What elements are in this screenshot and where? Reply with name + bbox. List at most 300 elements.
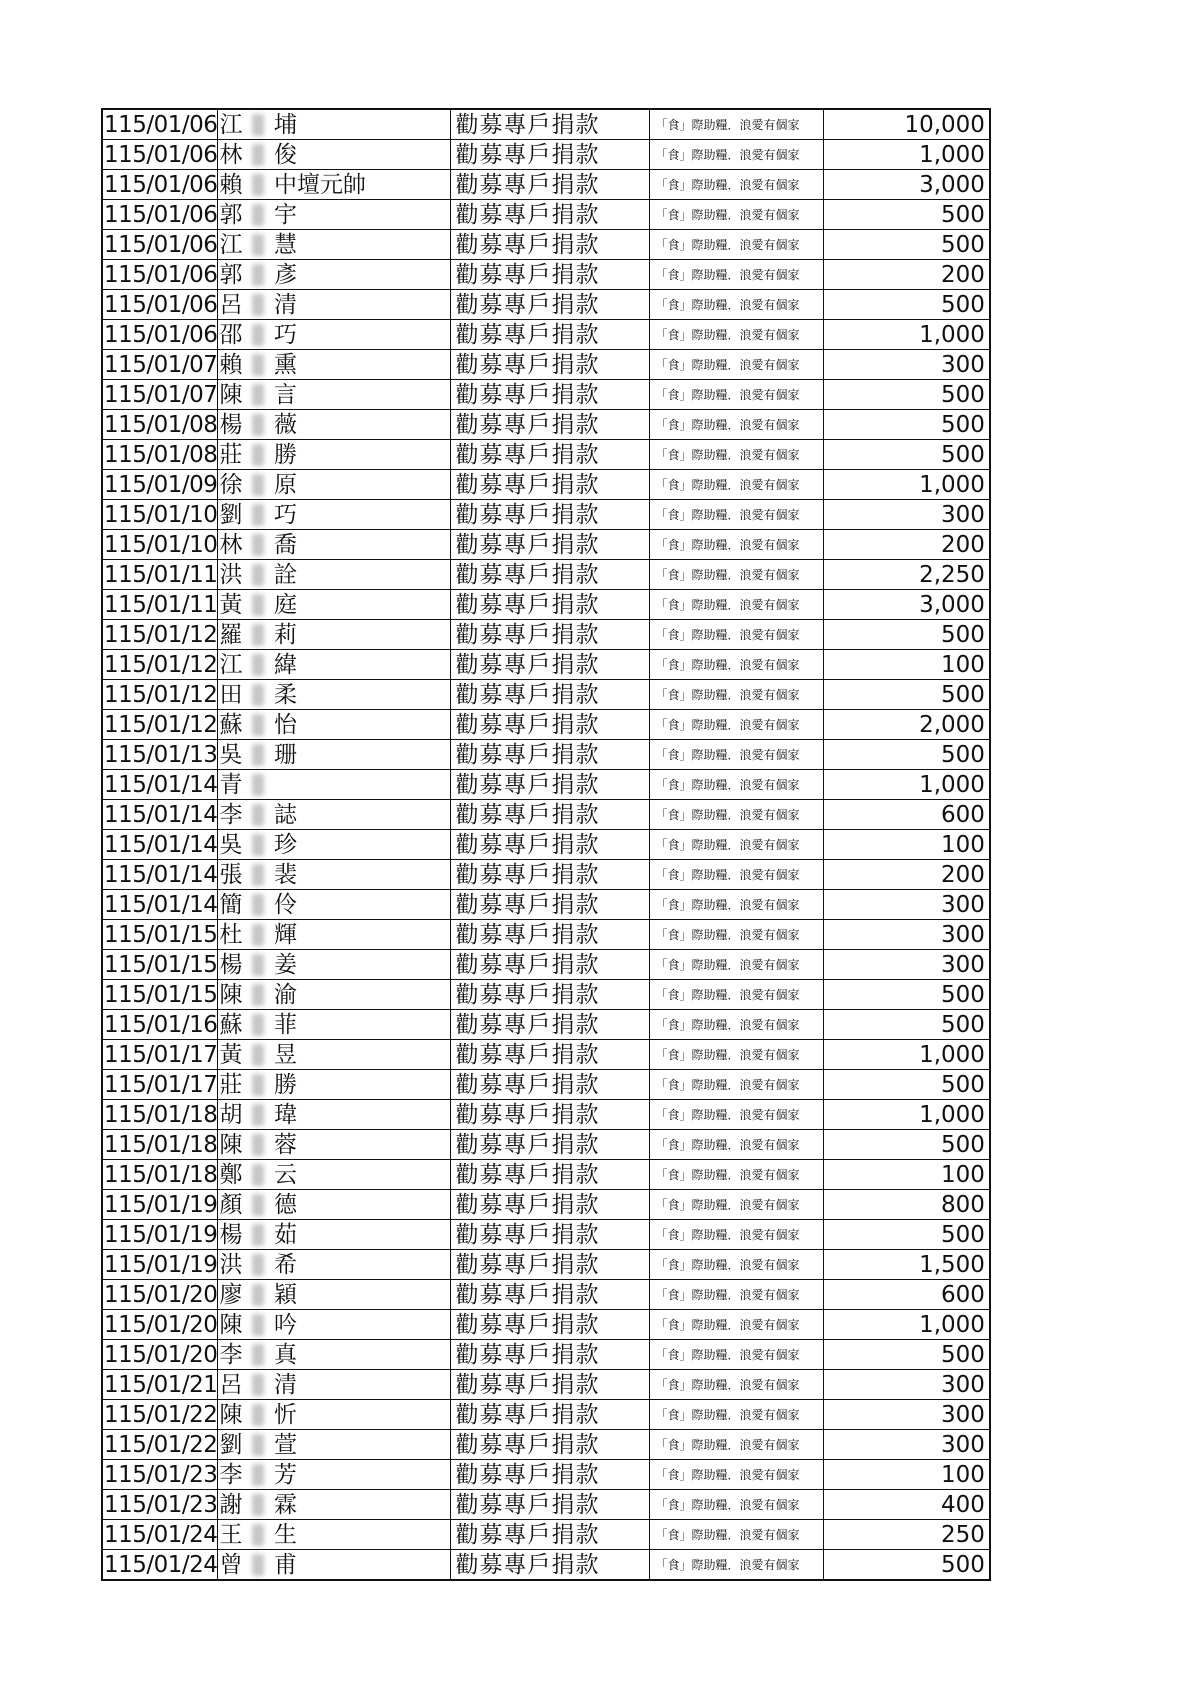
redaction-blur bbox=[252, 924, 264, 946]
donation-date-cell: 115/01/18 bbox=[104, 1131, 218, 1158]
donation-date-cell: 115/01/17 bbox=[104, 1071, 218, 1098]
donor-given-name-cell: 緯 bbox=[272, 650, 451, 680]
donor-given-name-cell: 伶 bbox=[272, 890, 451, 920]
donor-surname-cell: 賴 bbox=[218, 350, 245, 380]
donation-purpose-cell: 「食」際助糧．浪愛有個家 bbox=[650, 1340, 824, 1370]
donation-purpose-cell: 「食」際助糧．浪愛有個家 bbox=[650, 1190, 824, 1220]
redacted-name-cell bbox=[245, 920, 272, 950]
donor-surname-cell: 徐 bbox=[218, 470, 245, 500]
table-row bbox=[102, 650, 990, 680]
redacted-name-cell bbox=[245, 890, 272, 920]
donor-surname-cell: 洪 bbox=[218, 1250, 245, 1280]
donation-purpose-cell: 「食」際助糧．浪愛有個家 bbox=[650, 260, 824, 290]
redaction-blur bbox=[252, 714, 264, 736]
donor-given-name-cell: 彥 bbox=[272, 260, 451, 290]
donation-type-cell: 勸募專戶捐款 bbox=[451, 1010, 650, 1040]
donation-date-cell: 115/01/20 bbox=[104, 1311, 218, 1338]
donation-amount-cell: 1,500 bbox=[824, 1250, 990, 1280]
redaction-blur bbox=[252, 1104, 264, 1126]
donor-surname-cell: 呂 bbox=[218, 290, 245, 320]
donation-purpose-cell: 「食」際助糧．浪愛有個家 bbox=[650, 1550, 824, 1581]
donation-date-cell: 115/01/06 bbox=[104, 291, 218, 318]
donor-surname-cell: 陳 bbox=[218, 1130, 245, 1160]
donation-type-cell: 勸募專戶捐款 bbox=[451, 830, 650, 860]
donation-type-cell: 勸募專戶捐款 bbox=[451, 1400, 650, 1430]
donation-date-cell: 115/01/11 bbox=[104, 591, 218, 618]
donation-purpose-cell: 「食」際助糧．浪愛有個家 bbox=[650, 890, 824, 920]
redacted-name-cell bbox=[245, 1460, 272, 1490]
donor-surname-cell: 謝 bbox=[218, 1490, 245, 1520]
redacted-name-cell bbox=[245, 680, 272, 710]
donation-date-cell: 115/01/06 bbox=[102, 109, 218, 140]
redaction-blur bbox=[252, 984, 264, 1006]
donor-given-name-cell: 茹 bbox=[272, 1220, 451, 1250]
table-row bbox=[102, 320, 990, 350]
donation-amount-cell: 500 bbox=[824, 380, 990, 410]
donation-purpose-cell: 「食」際助糧．浪愛有個家 bbox=[650, 440, 824, 470]
donor-surname-cell: 林 bbox=[218, 140, 245, 170]
donation-purpose-cell: 「食」際助糧．浪愛有個家 bbox=[650, 1010, 824, 1040]
redacted-name-cell bbox=[245, 440, 272, 470]
redaction-blur bbox=[252, 144, 264, 166]
redaction-blur bbox=[252, 1194, 264, 1216]
donation-purpose-cell: 「食」際助糧．浪愛有個家 bbox=[650, 470, 824, 500]
redacted-name-cell bbox=[245, 950, 272, 980]
donation-date-cell: 115/01/24 bbox=[102, 1550, 218, 1581]
donor-surname-cell: 楊 bbox=[218, 410, 245, 440]
donor-surname-cell: 顏 bbox=[218, 1190, 245, 1220]
redacted-name-cell bbox=[245, 140, 272, 170]
donation-amount-cell: 500 bbox=[824, 1340, 990, 1370]
redacted-name-cell bbox=[245, 1400, 272, 1430]
table-row bbox=[102, 1220, 990, 1250]
donation-type-cell: 勸募專戶捐款 bbox=[451, 590, 650, 620]
donation-amount-cell: 1,000 bbox=[824, 1040, 990, 1070]
donation-ledger-table bbox=[101, 108, 991, 1581]
donor-surname-cell: 郭 bbox=[218, 200, 245, 230]
donation-amount-cell: 100 bbox=[824, 1160, 990, 1190]
redaction-blur bbox=[252, 774, 264, 796]
donation-date-cell: 115/01/15 bbox=[104, 981, 218, 1008]
donation-amount-cell: 300 bbox=[824, 350, 990, 380]
table-row bbox=[102, 1370, 990, 1400]
donation-type-cell: 勸募專戶捐款 bbox=[451, 860, 650, 890]
donor-given-name-cell: 詮 bbox=[272, 560, 451, 590]
donation-date-cell: 115/01/22 bbox=[104, 1431, 218, 1458]
redaction-blur bbox=[252, 804, 264, 826]
redaction-blur bbox=[252, 1374, 264, 1396]
donation-date-cell: 115/01/12 bbox=[104, 681, 218, 708]
donation-purpose-cell: 「食」際助糧．浪愛有個家 bbox=[650, 170, 824, 200]
donation-amount-cell: 300 bbox=[824, 500, 990, 530]
donation-type-cell: 勸募專戶捐款 bbox=[451, 440, 650, 470]
donor-given-name-cell: 清 bbox=[272, 290, 451, 320]
donation-type-cell: 勸募專戶捐款 bbox=[451, 1430, 650, 1460]
donation-purpose-cell: 「食」際助糧．浪愛有個家 bbox=[650, 770, 824, 800]
donor-given-name-cell bbox=[272, 770, 451, 800]
donation-purpose-cell: 「食」際助糧．浪愛有個家 bbox=[650, 800, 824, 830]
redaction-blur bbox=[252, 1284, 264, 1306]
donation-amount-cell: 500 bbox=[824, 980, 990, 1010]
donor-given-name-cell: 姜 bbox=[272, 950, 451, 980]
donation-purpose-cell: 「食」際助糧．浪愛有個家 bbox=[650, 860, 824, 890]
donation-type-cell: 勸募專戶捐款 bbox=[451, 680, 650, 710]
donation-type-cell: 勸募專戶捐款 bbox=[451, 290, 650, 320]
donation-ledger-body bbox=[102, 109, 990, 1580]
donation-type-cell: 勸募專戶捐款 bbox=[451, 890, 650, 920]
donation-type-cell: 勸募專戶捐款 bbox=[451, 770, 650, 800]
redacted-name-cell bbox=[245, 1070, 272, 1100]
donation-type-cell: 勸募專戶捐款 bbox=[451, 320, 650, 350]
redacted-name-cell bbox=[245, 1160, 272, 1190]
donation-type-cell: 勸募專戶捐款 bbox=[451, 1310, 650, 1340]
redaction-blur bbox=[252, 594, 264, 616]
donor-given-name-cell: 裴 bbox=[272, 860, 451, 890]
donor-surname-cell: 陳 bbox=[218, 380, 245, 410]
donation-amount-cell: 500 bbox=[824, 1550, 990, 1581]
donation-amount-cell: 300 bbox=[824, 1430, 990, 1460]
donation-date-cell: 115/01/06 bbox=[104, 261, 218, 288]
donation-date-cell: 115/01/13 bbox=[104, 741, 218, 768]
redacted-name-cell bbox=[245, 650, 272, 680]
table-row bbox=[102, 1100, 990, 1130]
redaction-blur bbox=[252, 1044, 264, 1066]
donation-purpose-cell: 「食」際助糧．浪愛有個家 bbox=[650, 620, 824, 650]
donation-date-cell: 115/01/12 bbox=[104, 621, 218, 648]
table-row bbox=[102, 590, 990, 620]
donor-given-name-cell: 巧 bbox=[272, 500, 451, 530]
donor-surname-cell: 羅 bbox=[218, 620, 245, 650]
redaction-blur bbox=[252, 204, 264, 226]
redaction-blur bbox=[252, 894, 264, 916]
donation-date-cell: 115/01/14 bbox=[104, 771, 218, 798]
donor-given-name-cell: 芳 bbox=[272, 1460, 451, 1490]
donor-surname-cell: 蘇 bbox=[218, 710, 245, 740]
donor-surname-cell: 李 bbox=[218, 800, 245, 830]
donor-given-name-cell: 熏 bbox=[272, 350, 451, 380]
donation-date-cell: 115/01/12 bbox=[104, 711, 218, 738]
redaction-blur bbox=[252, 1554, 264, 1576]
table-row bbox=[102, 860, 990, 890]
redaction-blur bbox=[252, 414, 264, 436]
donation-type-cell: 勸募專戶捐款 bbox=[451, 1490, 650, 1520]
table-row bbox=[102, 230, 990, 260]
donor-given-name-cell: 薇 bbox=[272, 410, 451, 440]
table-row bbox=[102, 950, 990, 980]
table-row bbox=[102, 680, 990, 710]
redacted-name-cell bbox=[245, 109, 272, 140]
donor-given-name-cell: 菲 bbox=[272, 1010, 451, 1040]
donor-surname-cell: 陳 bbox=[218, 1400, 245, 1430]
donor-surname-cell: 江 bbox=[218, 650, 245, 680]
redaction-blur bbox=[252, 234, 264, 256]
donation-type-cell: 勸募專戶捐款 bbox=[451, 200, 650, 230]
donor-given-name-cell: 清 bbox=[272, 1370, 451, 1400]
donation-purpose-cell: 「食」際助糧．浪愛有個家 bbox=[650, 1250, 824, 1280]
donation-type-cell: 勸募專戶捐款 bbox=[451, 1340, 650, 1370]
donor-surname-cell: 黃 bbox=[218, 1040, 245, 1070]
donation-amount-cell: 500 bbox=[824, 1010, 990, 1040]
donation-date-cell: 115/01/19 bbox=[104, 1251, 218, 1278]
donation-purpose-cell: 「食」際助糧．浪愛有個家 bbox=[650, 1370, 824, 1400]
donation-date-cell: 115/01/22 bbox=[104, 1401, 218, 1428]
donation-amount-cell: 800 bbox=[824, 1190, 990, 1220]
donation-type-cell: 勸募專戶捐款 bbox=[451, 1100, 650, 1130]
donation-date-cell: 115/01/11 bbox=[104, 561, 218, 588]
donor-given-name-cell: 原 bbox=[272, 470, 451, 500]
donor-surname-cell: 張 bbox=[218, 860, 245, 890]
donation-type-cell: 勸募專戶捐款 bbox=[451, 1550, 650, 1581]
donation-date-cell: 115/01/08 bbox=[104, 441, 218, 468]
donation-date-cell: 115/01/14 bbox=[104, 891, 218, 918]
donor-given-name-cell: 渝 bbox=[272, 980, 451, 1010]
redaction-blur bbox=[252, 834, 264, 856]
redaction-blur bbox=[252, 534, 264, 556]
donor-given-name-cell: 俊 bbox=[272, 140, 451, 170]
donor-surname-cell: 洪 bbox=[218, 560, 245, 590]
donation-purpose-cell: 「食」際助糧．浪愛有個家 bbox=[650, 980, 824, 1010]
donation-date-cell: 115/01/08 bbox=[104, 411, 218, 438]
donor-given-name-cell: 中壇元帥 bbox=[272, 170, 451, 200]
table-row bbox=[102, 140, 990, 170]
donation-type-cell: 勸募專戶捐款 bbox=[451, 620, 650, 650]
redaction-blur bbox=[252, 954, 264, 976]
redaction-blur bbox=[252, 1134, 264, 1156]
donation-amount-cell: 1,000 bbox=[824, 320, 990, 350]
donation-amount-cell: 600 bbox=[824, 1280, 990, 1310]
donation-amount-cell: 300 bbox=[824, 890, 990, 920]
redacted-name-cell bbox=[245, 1280, 272, 1310]
donation-amount-cell: 400 bbox=[824, 1490, 990, 1520]
table-row bbox=[102, 500, 990, 530]
donation-date-cell: 115/01/21 bbox=[104, 1371, 218, 1398]
table-row bbox=[102, 380, 990, 410]
redacted-name-cell bbox=[245, 350, 272, 380]
donor-surname-cell: 廖 bbox=[218, 1280, 245, 1310]
donor-surname-cell: 簡 bbox=[218, 890, 245, 920]
donation-purpose-cell: 「食」際助糧．浪愛有個家 bbox=[650, 1310, 824, 1340]
donor-given-name-cell: 莉 bbox=[272, 620, 451, 650]
donor-given-name-cell: 怡 bbox=[272, 710, 451, 740]
donor-surname-cell: 江 bbox=[218, 230, 245, 260]
redaction-blur bbox=[252, 354, 264, 376]
donor-given-name-cell: 希 bbox=[272, 1250, 451, 1280]
redacted-name-cell bbox=[245, 1190, 272, 1220]
redacted-name-cell bbox=[245, 800, 272, 830]
table-row bbox=[102, 740, 990, 770]
donation-purpose-cell: 「食」際助糧．浪愛有個家 bbox=[650, 1130, 824, 1160]
donation-purpose-cell: 「食」際助糧．浪愛有個家 bbox=[650, 680, 824, 710]
donation-date-cell: 115/01/10 bbox=[104, 531, 218, 558]
donor-given-name-cell: 生 bbox=[272, 1520, 451, 1550]
donation-purpose-cell: 「食」際助糧．浪愛有個家 bbox=[650, 590, 824, 620]
donor-given-name-cell: 勝 bbox=[272, 1070, 451, 1100]
donation-purpose-cell: 「食」際助糧．浪愛有個家 bbox=[650, 650, 824, 680]
donation-purpose-cell: 「食」際助糧．浪愛有個家 bbox=[650, 1520, 824, 1550]
donation-type-cell: 勸募專戶捐款 bbox=[451, 230, 650, 260]
donation-date-cell: 115/01/14 bbox=[104, 831, 218, 858]
donation-amount-cell: 1,000 bbox=[824, 470, 990, 500]
donation-amount-cell: 100 bbox=[824, 1460, 990, 1490]
donation-amount-cell: 10,000 bbox=[824, 109, 990, 140]
table-row bbox=[102, 770, 990, 800]
donation-purpose-cell: 「食」際助糧．浪愛有個家 bbox=[650, 350, 824, 380]
donor-surname-cell: 李 bbox=[218, 1340, 245, 1370]
donor-surname-cell: 吳 bbox=[218, 830, 245, 860]
table-row bbox=[102, 109, 990, 140]
redaction-blur bbox=[252, 324, 264, 346]
table-row bbox=[102, 290, 990, 320]
donation-purpose-cell: 「食」際助糧．浪愛有個家 bbox=[650, 1280, 824, 1310]
table-row bbox=[102, 470, 990, 500]
redacted-name-cell bbox=[245, 1370, 272, 1400]
donation-amount-cell: 500 bbox=[824, 200, 990, 230]
donor-given-name-cell: 勝 bbox=[272, 440, 451, 470]
redaction-blur bbox=[252, 1074, 264, 1096]
donation-amount-cell: 300 bbox=[824, 920, 990, 950]
redacted-name-cell bbox=[245, 200, 272, 230]
redaction-blur bbox=[252, 264, 264, 286]
redaction-blur bbox=[252, 1404, 264, 1426]
donor-surname-cell: 蘇 bbox=[218, 1010, 245, 1040]
donation-amount-cell: 2,000 bbox=[824, 710, 990, 740]
donor-surname-cell: 江 bbox=[218, 109, 245, 140]
donation-date-cell: 115/01/18 bbox=[104, 1101, 218, 1128]
redaction-blur bbox=[252, 1434, 264, 1456]
donation-type-cell: 勸募專戶捐款 bbox=[451, 1220, 650, 1250]
donation-amount-cell: 1,000 bbox=[824, 140, 990, 170]
redacted-name-cell bbox=[245, 1100, 272, 1130]
donation-purpose-cell: 「食」際助糧．浪愛有個家 bbox=[650, 230, 824, 260]
donor-given-name-cell: 珊 bbox=[272, 740, 451, 770]
donor-surname-cell: 邵 bbox=[218, 320, 245, 350]
donor-given-name-cell: 柔 bbox=[272, 680, 451, 710]
table-row bbox=[102, 890, 990, 920]
donation-date-cell: 115/01/23 bbox=[104, 1491, 218, 1518]
donor-given-name-cell: 云 bbox=[272, 1160, 451, 1190]
table-row bbox=[102, 1430, 990, 1460]
table-row bbox=[102, 980, 990, 1010]
donation-date-cell: 115/01/06 bbox=[104, 201, 218, 228]
donation-type-cell: 勸募專戶捐款 bbox=[451, 800, 650, 830]
donation-type-cell: 勸募專戶捐款 bbox=[451, 560, 650, 590]
donation-purpose-cell: 「食」際助糧．浪愛有個家 bbox=[650, 740, 824, 770]
donation-amount-cell: 500 bbox=[824, 290, 990, 320]
donation-type-cell: 勸募專戶捐款 bbox=[451, 260, 650, 290]
donor-surname-cell: 胡 bbox=[218, 1100, 245, 1130]
donor-given-name-cell: 宇 bbox=[272, 200, 451, 230]
donation-date-cell: 115/01/19 bbox=[104, 1191, 218, 1218]
donor-given-name-cell: 昱 bbox=[272, 1040, 451, 1070]
donor-given-name-cell: 誌 bbox=[272, 800, 451, 830]
redacted-name-cell bbox=[245, 860, 272, 890]
redacted-name-cell bbox=[245, 1550, 272, 1581]
donation-amount-cell: 300 bbox=[824, 1400, 990, 1430]
donor-surname-cell: 楊 bbox=[218, 950, 245, 980]
donation-type-cell: 勸募專戶捐款 bbox=[451, 500, 650, 530]
redacted-name-cell bbox=[245, 320, 272, 350]
donor-given-name-cell: 瑋 bbox=[272, 1100, 451, 1130]
redaction-blur bbox=[252, 1314, 264, 1336]
donor-given-name-cell: 喬 bbox=[272, 530, 451, 560]
donor-surname-cell: 吳 bbox=[218, 740, 245, 770]
redacted-name-cell bbox=[245, 290, 272, 320]
donation-date-cell: 115/01/16 bbox=[104, 1011, 218, 1038]
donation-amount-cell: 2,250 bbox=[824, 560, 990, 590]
donation-amount-cell: 500 bbox=[824, 1070, 990, 1100]
donation-type-cell: 勸募專戶捐款 bbox=[451, 1460, 650, 1490]
redacted-name-cell bbox=[245, 260, 272, 290]
donation-type-cell: 勸募專戶捐款 bbox=[451, 1130, 650, 1160]
donation-date-cell: 115/01/14 bbox=[104, 861, 218, 888]
redacted-name-cell bbox=[245, 500, 272, 530]
donation-date-cell: 115/01/06 bbox=[104, 321, 218, 348]
redaction-blur bbox=[252, 444, 264, 466]
donor-surname-cell: 曾 bbox=[218, 1550, 245, 1581]
donation-purpose-cell: 「食」際助糧．浪愛有個家 bbox=[650, 200, 824, 230]
redacted-name-cell bbox=[245, 560, 272, 590]
donor-surname-cell: 賴 bbox=[218, 170, 245, 200]
redacted-name-cell bbox=[245, 770, 272, 800]
table-row bbox=[102, 170, 990, 200]
donor-given-name-cell: 德 bbox=[272, 1190, 451, 1220]
donor-surname-cell: 楊 bbox=[218, 1220, 245, 1250]
donation-purpose-cell: 「食」際助糧．浪愛有個家 bbox=[650, 380, 824, 410]
redacted-name-cell bbox=[245, 620, 272, 650]
donation-date-cell: 115/01/15 bbox=[104, 921, 218, 948]
redacted-name-cell bbox=[245, 1250, 272, 1280]
donation-amount-cell: 500 bbox=[824, 440, 990, 470]
donation-type-cell: 勸募專戶捐款 bbox=[451, 109, 650, 140]
donation-purpose-cell: 「食」際助糧．浪愛有個家 bbox=[650, 109, 824, 140]
donation-type-cell: 勸募專戶捐款 bbox=[451, 140, 650, 170]
redaction-blur bbox=[252, 624, 264, 646]
donation-amount-cell: 500 bbox=[824, 620, 990, 650]
redacted-name-cell bbox=[245, 1520, 272, 1550]
donation-purpose-cell: 「食」際助糧．浪愛有個家 bbox=[650, 320, 824, 350]
redaction-blur bbox=[252, 744, 264, 766]
table-row bbox=[102, 560, 990, 590]
redacted-name-cell bbox=[245, 410, 272, 440]
donor-surname-cell: 莊 bbox=[218, 1070, 245, 1100]
table-row bbox=[102, 1040, 990, 1070]
donor-surname-cell: 林 bbox=[218, 530, 245, 560]
table-row bbox=[102, 710, 990, 740]
donation-amount-cell: 500 bbox=[824, 680, 990, 710]
table-row bbox=[102, 1190, 990, 1220]
donation-amount-cell: 3,000 bbox=[824, 590, 990, 620]
redacted-name-cell bbox=[245, 1340, 272, 1370]
donation-purpose-cell: 「食」際助糧．浪愛有個家 bbox=[650, 1460, 824, 1490]
donation-amount-cell: 100 bbox=[824, 830, 990, 860]
donor-surname-cell: 黃 bbox=[218, 590, 245, 620]
redacted-name-cell bbox=[245, 980, 272, 1010]
donor-given-name-cell: 言 bbox=[272, 380, 451, 410]
donor-given-name-cell: 巧 bbox=[272, 320, 451, 350]
donation-type-cell: 勸募專戶捐款 bbox=[451, 1520, 650, 1550]
donation-date-cell: 115/01/07 bbox=[104, 351, 218, 378]
table-row bbox=[102, 1310, 990, 1340]
table-row bbox=[102, 1250, 990, 1280]
donation-amount-cell: 300 bbox=[824, 1370, 990, 1400]
donation-type-cell: 勸募專戶捐款 bbox=[451, 920, 650, 950]
redaction-blur bbox=[252, 684, 264, 706]
donation-amount-cell: 500 bbox=[824, 740, 990, 770]
donation-date-cell: 115/01/06 bbox=[104, 141, 218, 168]
table-row bbox=[102, 1010, 990, 1040]
donation-date-cell: 115/01/24 bbox=[104, 1521, 218, 1548]
donation-amount-cell: 200 bbox=[824, 530, 990, 560]
